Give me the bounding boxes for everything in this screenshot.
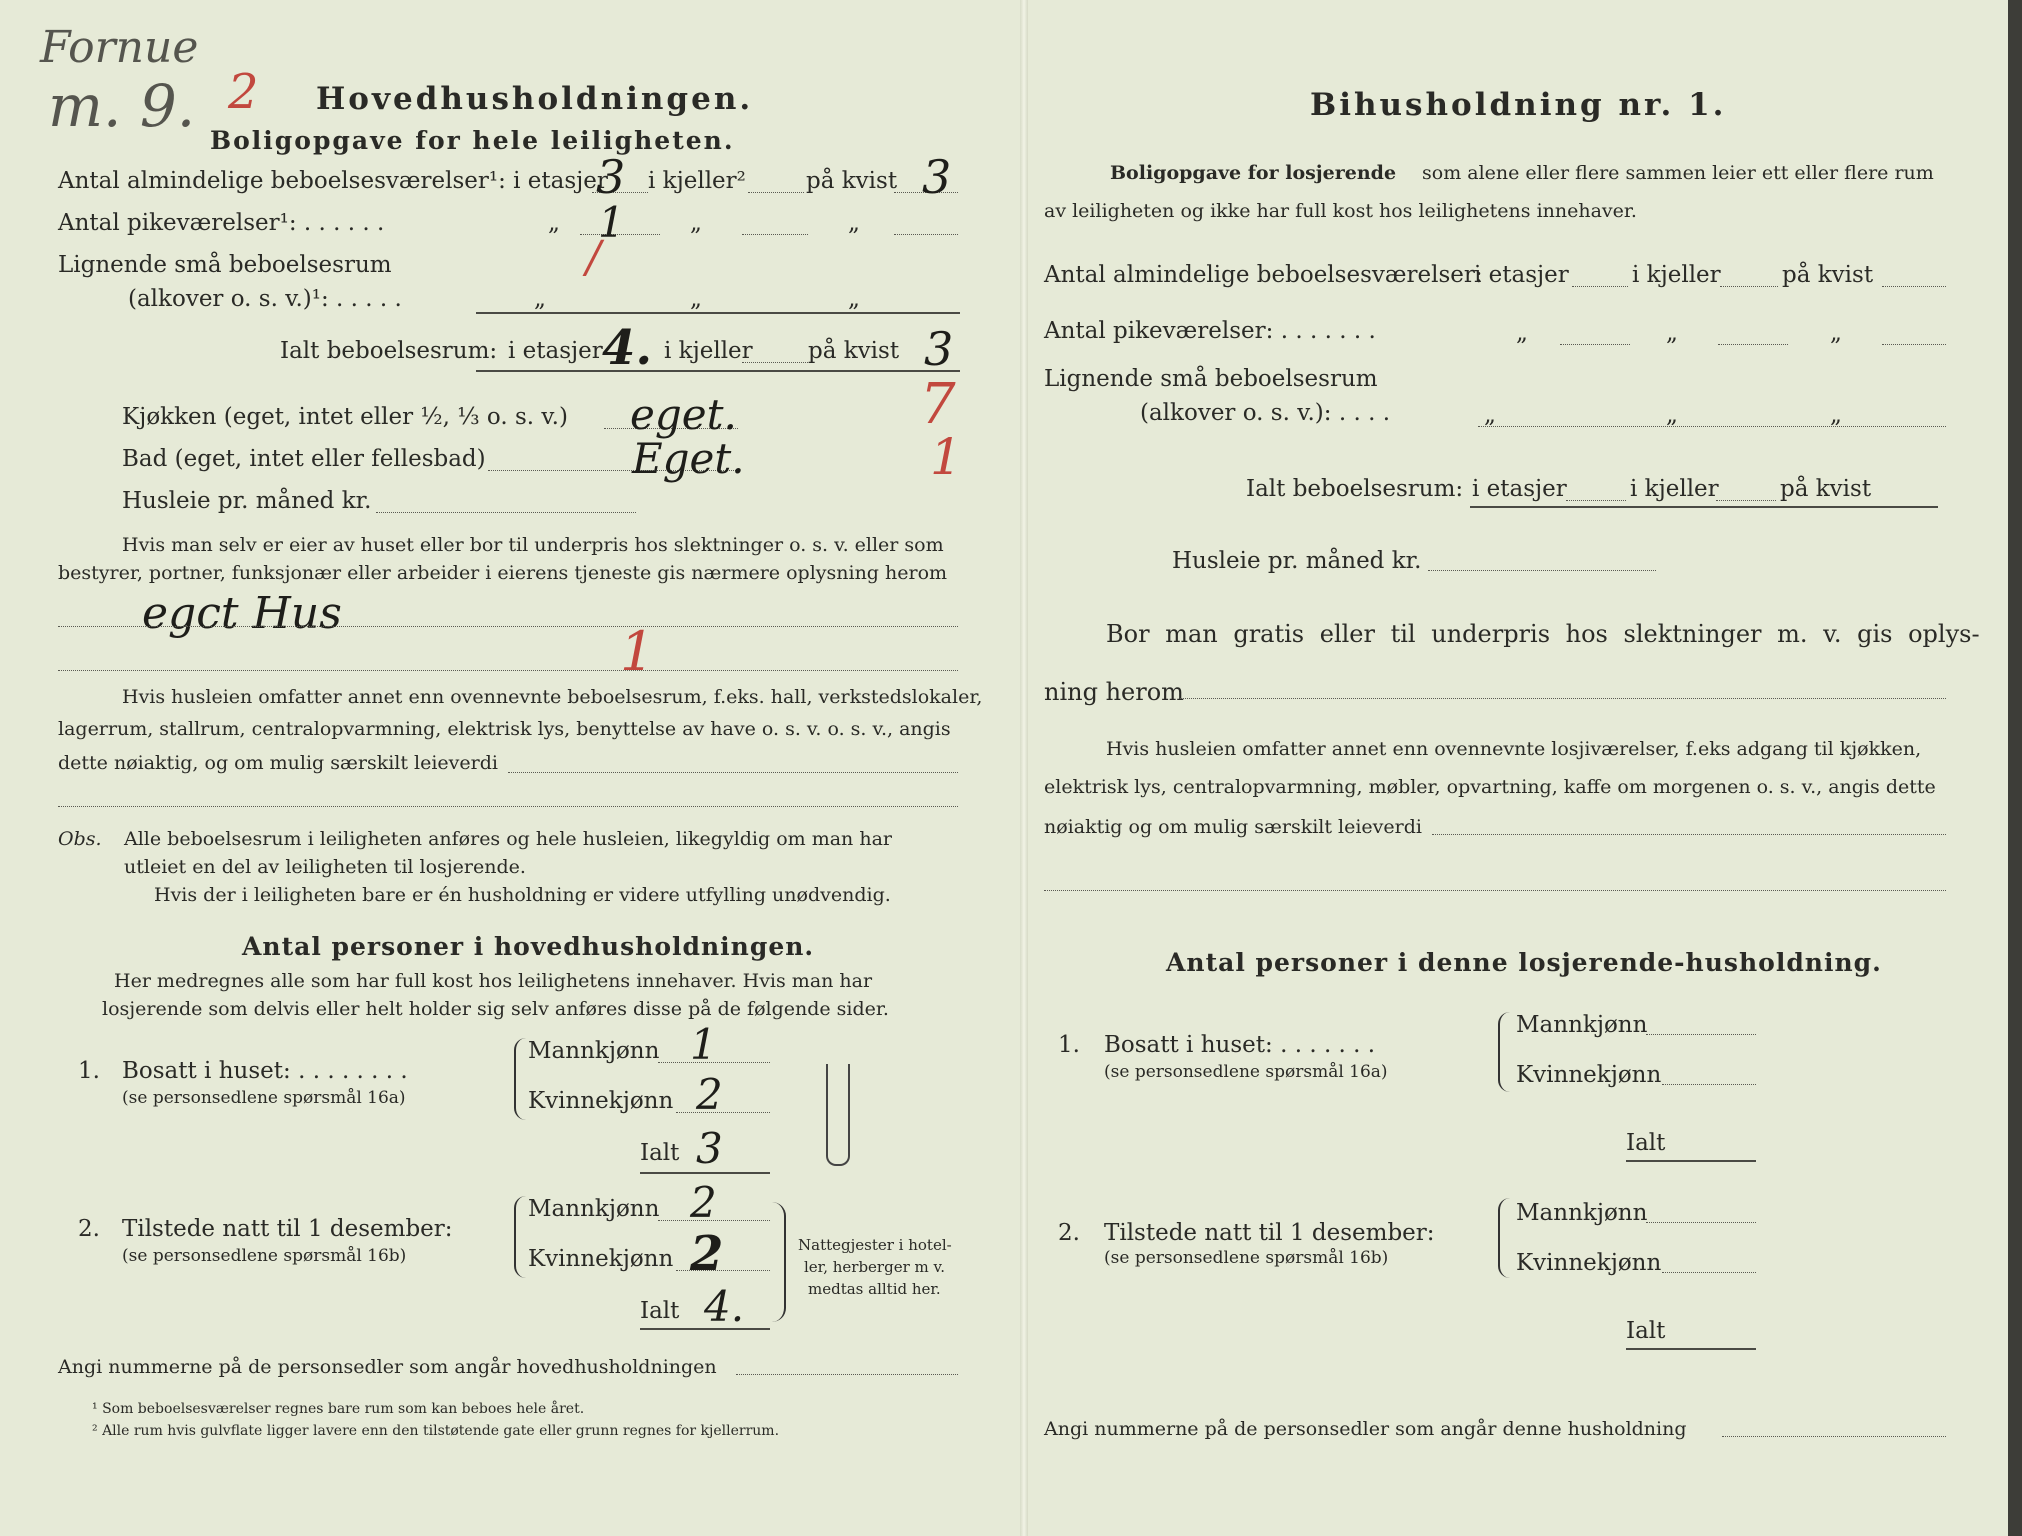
- obs-text-1: Alle beboelsesrum i leiligheten anføres og hele husleien, likegyldig om man har: [124, 828, 892, 850]
- right-ialt-etasjer: i etasjer: [1472, 476, 1567, 502]
- quote-mark: „: [1516, 320, 1528, 346]
- right-angi-label: Angi nummerne på de personsedler som angår denne husholdning: [1044, 1418, 1687, 1440]
- hw-q2-kvinne: 2: [690, 1226, 724, 1282]
- right-ialt-kvist: på kvist: [1780, 476, 1872, 502]
- natt-note-3: medtas alltid her.: [808, 1280, 941, 1298]
- hw-red-one: 1: [930, 428, 962, 486]
- handwritten-red-number: 2: [228, 64, 259, 120]
- rooms-kjeller-label: i kjeller²: [648, 168, 746, 194]
- hw-q1-ialt: 3: [696, 1124, 723, 1173]
- q1-ialt-label: Ialt: [640, 1140, 680, 1166]
- right-q2-mann: Mannkjønn: [1516, 1200, 1648, 1226]
- right-q2-sub: (se personsedlene spørsmål 16b): [1104, 1248, 1389, 1268]
- hw-kvist-value: 3: [922, 150, 952, 204]
- right-rooms-kjeller: i kjeller: [1632, 262, 1721, 288]
- right-alcove-label: (alkover o. s. v.): . . . .: [1140, 400, 1391, 426]
- q1-label: Bosatt i huset: . . . . . . . .: [122, 1058, 408, 1084]
- hw-q1-mann: 1: [690, 1020, 717, 1069]
- quote-mark: „: [1484, 402, 1496, 428]
- obs-label: Obs.: [58, 828, 102, 850]
- owner-text-2: bestyrer, portner, funksjonær eller arbeider i eierens tjeneste gis nærmere oplysning herom: [58, 562, 948, 584]
- q1-sub: (se personsedlene spørsmål 16a): [122, 1088, 406, 1108]
- ialt-kvist-label: på kvist: [808, 338, 900, 364]
- hw-q2-ialt: 4.: [704, 1282, 745, 1331]
- hw-q1-kvinne: 2: [696, 1070, 723, 1119]
- right-q2-ialt: Ialt: [1626, 1318, 1666, 1344]
- includes-text-2: lagerrum, stallrum, centralopvarmning, elektrisk lys, benyttelse av have o. s. v. o. s. v., angis: [58, 718, 951, 740]
- handwritten-check-mark: [826, 1064, 850, 1166]
- quote-mark: „: [1666, 320, 1678, 346]
- quote-mark: „: [848, 286, 860, 312]
- right-omf-3: nøiaktig og om mulig særskilt leieverdi: [1044, 816, 1422, 838]
- page-fold: [1020, 0, 1028, 1536]
- hw-pike-red-mark: /: [586, 232, 601, 283]
- hw-bath-value: Eget.: [632, 434, 745, 483]
- hw-q2-mann: 2: [690, 1178, 717, 1227]
- right-similar-label: Lignende små beboelsesrum: [1044, 366, 1378, 392]
- q2-mann-label: Mannkjønn: [528, 1196, 660, 1222]
- right-bor-text-1: Bor man gratis eller til underpris hos slektninger m. v. gis oplys-: [1106, 620, 1980, 648]
- right-rent-label: Husleie pr. måned kr.: [1172, 548, 1422, 574]
- right-q1-number: 1.: [1058, 1032, 1080, 1058]
- obs-text-2: utleiet en del av leiligheten til losjerende.: [124, 856, 526, 878]
- right-ialt-kjeller: i kjeller: [1630, 476, 1719, 502]
- right-rooms-kvist: på kvist: [1782, 262, 1874, 288]
- hw-herom-value: egct Hus: [142, 588, 342, 639]
- right-q1-ialt: Ialt: [1626, 1130, 1666, 1156]
- kitchen-label: Kjøkken (eget, intet eller ½, ⅓ o. s. v.): [122, 404, 568, 430]
- right-q1-mann: Mannkjønn: [1516, 1012, 1648, 1038]
- right-omf-1: Hvis husleien omfatter annet enn ovennevnte losjiværelser, f.eks adgang til kjøkken,: [1106, 738, 1922, 760]
- persons-text-2: losjerende som delvis eller helt holder sig selv anføres disse på de følgende sider.: [102, 998, 889, 1020]
- scan-edge: [2008, 0, 2022, 1536]
- right-rooms-label: Antal almindelige beboelsesværelser:: [1044, 262, 1483, 288]
- rooms-kvist-label: på kvist: [806, 168, 898, 194]
- left-title: Hovedhusholdningen.: [316, 81, 754, 117]
- quote-mark: „: [1830, 320, 1842, 346]
- persons-title-right: Antal personer i denne losjerende-husholdning.: [1166, 948, 1882, 977]
- rent-label: Husleie pr. måned kr.: [122, 488, 372, 514]
- right-intro-2: av leiligheten og ikke har full kost hos leilighetens innehaver.: [1044, 200, 1637, 222]
- includes-text-3: dette nøiaktig, og om mulig særskilt leieverdi: [58, 752, 498, 774]
- obs-text-3: Hvis der i leiligheten bare er én husholdning er videre utfylling unødvendig.: [154, 884, 891, 906]
- left-subtitle: Boligopgave for hele leiligheten.: [210, 126, 735, 155]
- includes-text-1: Hvis husleien omfatter annet enn ovennevnte beboelsesrum, f.eks. hall, verkstedslokaler,: [122, 686, 983, 708]
- hw-red-seven: 7: [920, 372, 956, 437]
- persons-text-1: Her medregnes alle som har full kost hos leilighetens innehaver. Hvis man har: [114, 970, 873, 992]
- hw-ialt-etasjer: 4.: [602, 320, 653, 376]
- quote-mark: „: [690, 210, 702, 236]
- q1-mann-label: Mannkjønn: [528, 1038, 660, 1064]
- q1-number: 1.: [78, 1058, 100, 1084]
- right-q2-number: 2.: [1058, 1220, 1080, 1246]
- right-intro-bold: Boligopgave for losjerende: [1110, 162, 1397, 184]
- alcove-label: (alkover o. s. v.)¹: . . . . .: [128, 286, 402, 312]
- quote-mark: „: [1830, 402, 1842, 428]
- right-omf-2: elektrisk lys, centralopvarmning, møbler, opvartning, kaffe om morgenen o. s. v., angis dette: [1044, 776, 1936, 798]
- ialt-rooms-label: Ialt beboelsesrum:: [280, 338, 498, 364]
- similar-rooms-label: Lignende små beboelsesrum: [58, 252, 392, 278]
- bath-label: Bad (eget, intet eller fellesbad): [122, 446, 486, 472]
- right-bor-text-2: ning herom: [1044, 678, 1184, 706]
- right-q2-label: Tilstede natt til 1 desember:: [1104, 1220, 1435, 1246]
- hw-etasjer-value: 3: [596, 150, 626, 204]
- left-angi-label: Angi nummerne på de personsedler som angår hovedhusholdningen: [58, 1356, 717, 1378]
- ialt-kjeller-label: i kjeller: [664, 338, 753, 364]
- q2-number: 2.: [78, 1216, 100, 1242]
- hw-kitchen-value: eget.: [630, 390, 737, 439]
- hw-red-mark-mid: 1: [620, 620, 655, 683]
- footnote-2: ² Alle rum hvis gulvflate ligger lavere enn den tilstøtende gate eller grunn regnes for kjellerrum.: [92, 1423, 780, 1439]
- q2-label: Tilstede natt til 1 desember:: [122, 1216, 453, 1242]
- right-rooms-etasjer: i etasjer: [1474, 262, 1569, 288]
- quote-mark: „: [1666, 402, 1678, 428]
- right-q1-sub: (se personsedlene spørsmål 16a): [1104, 1062, 1388, 1082]
- pike-row-label: Antal pikeværelser¹: . . . . . .: [58, 210, 385, 236]
- handwritten-corner-word: Fornue: [40, 22, 199, 73]
- rooms-row-label: Antal almindelige beboelsesværelser¹: i etasjer: [58, 168, 608, 194]
- right-intro-1: som alene eller flere sammen leier ett eller flere rum: [1422, 162, 1934, 184]
- right-q1-kvinne: Kvinnekjønn: [1516, 1062, 1662, 1088]
- right-q1-label: Bosatt i huset: . . . . . . .: [1104, 1032, 1376, 1058]
- ialt-etasjer-label: i etasjer: [508, 338, 603, 364]
- quote-mark: „: [548, 210, 560, 236]
- right-ialt-label: Ialt beboelsesrum:: [1246, 476, 1464, 502]
- right-q2-kvinne: Kvinnekjønn: [1516, 1250, 1662, 1276]
- right-title: Bihusholdning nr. 1.: [1310, 87, 1727, 123]
- q2-sub: (se personsedlene spørsmål 16b): [122, 1246, 407, 1266]
- hw-ialt-kvist: 3: [924, 322, 954, 376]
- quote-mark: „: [848, 210, 860, 236]
- q2-ialt-label: Ialt: [640, 1298, 680, 1324]
- footnote-1: ¹ Som beboelsesværelser regnes bare rum som kan beboes hele året.: [92, 1401, 585, 1417]
- right-pike-label: Antal pikeværelser: . . . . . . .: [1044, 318, 1376, 344]
- q2-kvinne-label: Kvinnekjønn: [528, 1246, 674, 1272]
- handwritten-corner-number: m. 9.: [48, 72, 196, 140]
- quote-mark: „: [690, 286, 702, 312]
- quote-mark: „: [534, 286, 546, 312]
- hw-pike-value: 1: [598, 198, 625, 247]
- q1-kvinne-label: Kvinnekjønn: [528, 1088, 674, 1114]
- natt-note-1: Nattegjester i hotel-: [798, 1236, 952, 1254]
- persons-title-left: Antal personer i hovedhusholdningen.: [242, 932, 815, 961]
- owner-text-1: Hvis man selv er eier av huset eller bor til underpris hos slektninger o. s. v. eller som: [122, 534, 944, 556]
- natt-note-2: ler, herberger m v.: [804, 1258, 945, 1276]
